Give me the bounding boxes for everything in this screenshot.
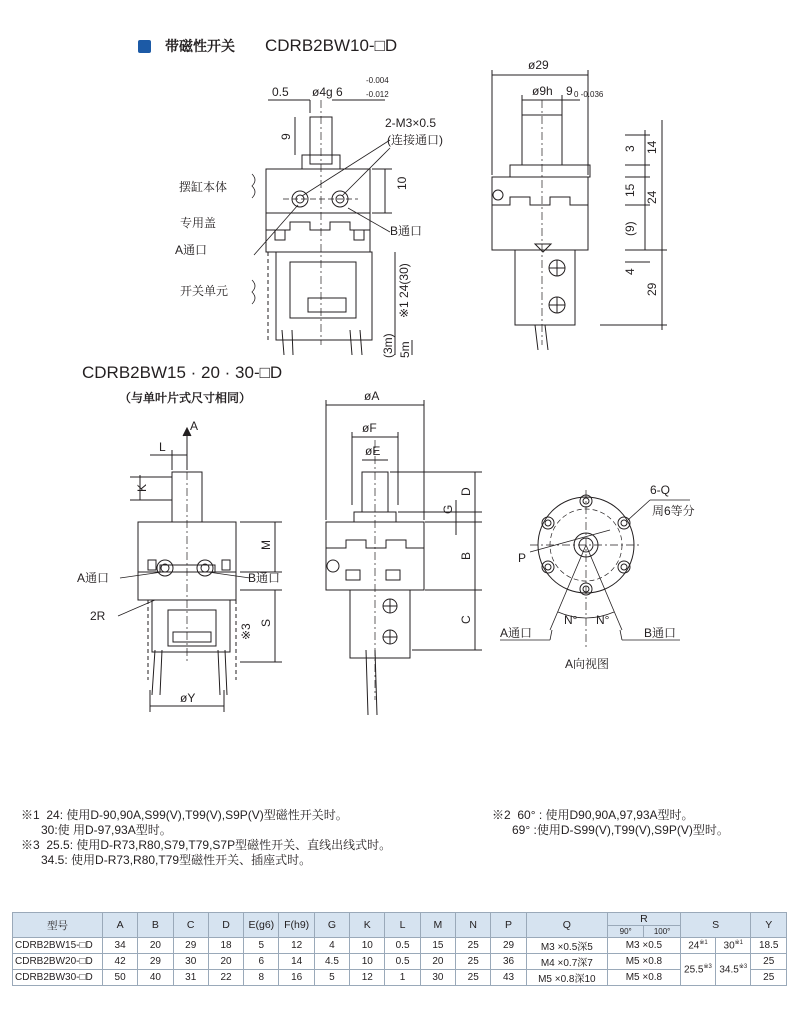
- notes-right: [492, 808, 729, 838]
- th-Q: Q: [526, 913, 607, 938]
- cell: 20: [138, 938, 173, 954]
- note-3-line-2: 34.5: 使用D-R73,R80,T79型磁性开关、插座式时。: [21, 853, 312, 867]
- cell-s1-mark: ※3: [703, 964, 712, 971]
- dim-star3: ※3: [239, 623, 253, 640]
- dim-3m: (3m): [381, 333, 395, 358]
- dim-K: K: [135, 483, 149, 492]
- cell: 18.5: [751, 938, 787, 954]
- dim-w29: ø29: [528, 58, 549, 72]
- drawing-side-10: [492, 70, 667, 350]
- cell: 18: [208, 938, 243, 954]
- th-R-100: 100°: [644, 926, 680, 938]
- dim-4: 4: [623, 268, 637, 275]
- note-3-line-1: ※3 25.5: 使用D-R73,R80,S79,T79,S7P型磁性开关、直线出线式时。: [21, 838, 392, 852]
- cell: M5 ×0.8深10: [526, 970, 607, 986]
- label-b-port: B通口: [390, 224, 423, 238]
- cell-s1: 24: [688, 940, 700, 952]
- port-spec: 2-M3×0.5: [385, 116, 437, 130]
- cell: 25: [751, 970, 787, 986]
- th-D: D: [208, 913, 243, 938]
- cell: 12: [350, 970, 385, 986]
- dim-S: S: [259, 618, 273, 627]
- dim-14: 14: [645, 140, 659, 154]
- dim-G: G: [441, 504, 455, 514]
- note-1-line-2: 30:使 用D-97,93A型时。: [21, 823, 172, 837]
- cell-model: CDRB2BW15-□D: [13, 938, 103, 954]
- dim-0-5: 0.5: [272, 85, 289, 99]
- dim-24-30: ※1 24(30): [397, 263, 411, 318]
- cell-s2-mark: ※1: [734, 940, 744, 947]
- note-2-line-2: 69° :使用D-S99(V),T99(V),S9P(V)型时。: [492, 823, 729, 837]
- cell: 29: [138, 954, 173, 970]
- cell: 40: [138, 970, 173, 986]
- cell: [680, 938, 715, 954]
- cell: 31: [173, 970, 208, 986]
- cell: M4 ×0.7深7: [526, 954, 607, 970]
- dim-L: L: [159, 440, 166, 454]
- a-view-caption: A向视图: [565, 657, 610, 671]
- section-title: 带磁性开关: [165, 38, 235, 54]
- th-G: G: [314, 913, 349, 938]
- cell: 6: [244, 954, 279, 970]
- cell: 25: [456, 938, 491, 954]
- label-6Q-note: 周6等分: [652, 504, 695, 518]
- th-S: S: [680, 913, 751, 938]
- dim-3: 3: [623, 145, 637, 152]
- label-switch-unit: 开关单元: [180, 284, 229, 298]
- table-row: [13, 954, 787, 970]
- table-row: [13, 970, 787, 986]
- cell: 50: [102, 970, 137, 986]
- cell: 36: [491, 954, 526, 970]
- cell-s2: 34.5: [719, 964, 739, 976]
- port-spec-note: (连接通口): [387, 133, 443, 147]
- label-body: 摆缸本体: [179, 180, 228, 194]
- cell: 15: [420, 938, 455, 954]
- model-title-2-note: （与单叶片式尺寸相同）: [119, 391, 252, 405]
- cell: 42: [102, 954, 137, 970]
- th-F: F(h9): [279, 913, 314, 938]
- th-A: A: [102, 913, 137, 938]
- dim-24: 24: [645, 190, 659, 204]
- label-6Q: 6-Q: [650, 483, 671, 497]
- cell: 10: [350, 954, 385, 970]
- th-Y: Y: [751, 913, 787, 938]
- th-B: B: [138, 913, 173, 938]
- cell: 1: [385, 970, 420, 986]
- dim-oA: øA: [364, 389, 380, 403]
- cell: 20: [208, 954, 243, 970]
- dim-2R: 2R: [90, 609, 106, 623]
- cell: 29: [173, 938, 208, 954]
- dim-tol-lower: -0.012: [366, 90, 389, 99]
- dim-D: D: [459, 487, 473, 496]
- cell: 4: [314, 938, 349, 954]
- cell: 14: [279, 954, 314, 970]
- cell: 8: [244, 970, 279, 986]
- dim-tol-9-sub: 0 -0.036: [574, 90, 604, 99]
- label-b-port-3: B通口: [644, 626, 677, 640]
- dim-C: C: [459, 615, 473, 624]
- note-2-line-1: ※2 60° : 使用D90,90A,97,93A型时。: [492, 808, 694, 822]
- label-P: P: [518, 551, 527, 565]
- dim-15: 15: [623, 183, 637, 197]
- cell: 4.5: [314, 954, 349, 970]
- cell: 25: [456, 970, 491, 986]
- cell: 25: [751, 954, 787, 970]
- cell: 30: [173, 954, 208, 970]
- cell: 5: [244, 938, 279, 954]
- cell-model: CDRB2BW20-□D: [13, 954, 103, 970]
- cell: 10: [350, 938, 385, 954]
- dim-tol-upper: -0.004: [366, 76, 389, 85]
- th-model: 型号: [13, 913, 103, 938]
- th-C: C: [173, 913, 208, 938]
- cell: M5 ×0.8: [608, 954, 681, 970]
- dim-10: 10: [395, 176, 409, 190]
- label-N1: N°: [564, 613, 578, 627]
- dimension-table: [12, 912, 787, 986]
- drawing-front-15-30: [118, 428, 282, 712]
- th-R-90: 90°: [608, 926, 644, 938]
- dim-A-dir: A: [190, 419, 199, 433]
- th-K: K: [350, 913, 385, 938]
- cell: 16: [279, 970, 314, 986]
- cell: 0.5: [385, 938, 420, 954]
- cell: M3 ×0.5深5: [526, 938, 607, 954]
- cell: 34: [102, 938, 137, 954]
- dim-oE: øE: [365, 444, 381, 458]
- cell: 43: [491, 970, 526, 986]
- model-title-1: CDRB2BW10-□D: [265, 36, 398, 55]
- label-a-port-2: A通口: [77, 571, 110, 585]
- dim-9p: (9): [623, 221, 637, 236]
- cell-model: CDRB2BW30-□D: [13, 970, 103, 986]
- dim-9h: ø9h: [532, 84, 553, 98]
- cell-s1-mark: ※1: [699, 940, 708, 947]
- cell-s2: 30: [723, 940, 735, 952]
- cell: M3 ×0.5: [608, 938, 681, 954]
- cell-s1: 25.5: [684, 964, 704, 976]
- cell-s2-mark: ※3: [738, 964, 748, 971]
- note-1-line-1: ※1 24: 使用D-90,90A,S99(V),T99(V),S9P(V)型磁性开关时。: [21, 808, 348, 822]
- cell: 12: [279, 938, 314, 954]
- cell: 20: [420, 954, 455, 970]
- model-title-2: CDRB2BW15 · 20 · 30-□D: [82, 363, 283, 382]
- label-a-port-3: A通口: [500, 626, 533, 640]
- dim-9: 9: [279, 133, 293, 140]
- notes-left: [21, 808, 391, 868]
- th-E: E(g6): [244, 913, 279, 938]
- dim-Y: øY: [180, 691, 196, 705]
- dim-29: 29: [645, 282, 659, 296]
- dim-5m: 5m: [398, 341, 412, 358]
- label-cover: 专用盖: [180, 216, 217, 230]
- cell: 22: [208, 970, 243, 986]
- cell: 5: [314, 970, 349, 986]
- th-L: L: [385, 913, 420, 938]
- dim-B: B: [459, 551, 473, 560]
- cell: 0.5: [385, 954, 420, 970]
- th-N: N: [456, 913, 491, 938]
- dim-tol-9: 9: [566, 84, 573, 98]
- label-N2: N°: [596, 613, 610, 627]
- cell: M5 ×0.8: [608, 970, 681, 986]
- cell: 29: [491, 938, 526, 954]
- cell: 25: [456, 954, 491, 970]
- cell: [680, 954, 715, 986]
- th-M: M: [420, 913, 455, 938]
- table-row: [13, 938, 787, 954]
- cell: [716, 954, 751, 986]
- th-R: R: [608, 913, 681, 926]
- th-P: P: [491, 913, 526, 938]
- label-a-port: A通口: [175, 243, 208, 257]
- cell: [716, 938, 751, 954]
- cell: 30: [420, 970, 455, 986]
- dim-shaft: ø4g 6: [312, 85, 343, 99]
- dim-M: M: [259, 540, 273, 550]
- label-b-port-2: B通口: [248, 571, 281, 585]
- dim-oF: øF: [362, 421, 377, 435]
